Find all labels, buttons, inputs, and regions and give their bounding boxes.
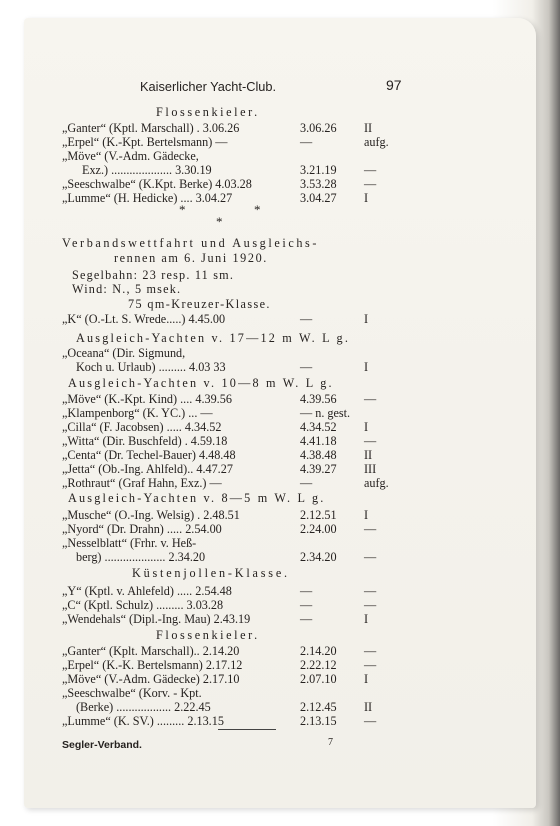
corrected-time: 4.41.18	[300, 434, 337, 448]
wind: Wind: N., 5 msek.	[72, 282, 182, 296]
running-header: Kaiserlicher Yacht-Club.	[140, 79, 277, 94]
result-entry: „Seeschwalbe“ (Korv. - Kpt.	[62, 686, 202, 700]
result-entry: „Nesselblatt“ (Frhr. v. Heß-	[62, 536, 197, 550]
placing: —	[364, 163, 377, 177]
footer-sheet-number: 7	[328, 737, 333, 748]
placing: —	[364, 392, 377, 406]
corrected-time: 2.07.10	[300, 672, 337, 686]
separator-star: *	[254, 202, 261, 217]
placing: —	[364, 584, 377, 598]
result-entry: Koch u. Urlaub) ......... 4.03 33	[76, 360, 226, 374]
result-entry: „Cilla“ (F. Jacobsen) ..... 4.34.52	[62, 420, 222, 434]
placing: —	[364, 550, 377, 564]
corrected-time: —	[300, 135, 313, 149]
placing: III	[364, 462, 377, 476]
placing: I	[364, 360, 369, 374]
separator-star: *	[216, 214, 223, 229]
corrected-time: 3.21.19	[300, 163, 337, 177]
class-title: Küstenjollen-Klasse.	[132, 566, 290, 580]
footer-signature: Segler-Verband.	[62, 739, 142, 751]
placing: —	[364, 714, 377, 728]
result-entry: „C“ (Kptl. Schulz) ......... 3.03.28	[62, 598, 224, 612]
event-date: rennen am 6. Juni 1920.	[114, 251, 268, 265]
placing: I	[364, 612, 369, 626]
placing: —	[364, 177, 377, 191]
placing: —	[364, 522, 377, 536]
class-title: Ausgleich-Yachten v. 8—5 m W. L g.	[68, 491, 326, 505]
result-entry: „Möve“ (K.-Kpt. Kind) .... 4.39.56	[62, 392, 232, 406]
corrected-time: 3.53.28	[300, 177, 337, 191]
result-entry: „Lumme“ (K. SV.) ......... 2.13.15	[62, 714, 224, 728]
placing: —	[364, 658, 377, 672]
corrected-time: 2.12.51	[300, 508, 337, 522]
result-entry: „Oceana“ (Dir. Sigmund,	[62, 346, 186, 360]
corrected-time: —	[300, 612, 313, 626]
corrected-time: —	[300, 360, 313, 374]
corrected-time: —	[300, 312, 313, 326]
placing: I	[364, 312, 369, 326]
page-number: 97	[386, 77, 402, 93]
result-entry: Exz.) .................... 3.30.19	[82, 163, 212, 177]
footer-rule	[218, 729, 276, 730]
corrected-time: 4.38.48	[300, 448, 337, 462]
class-title: Ausgleich-Yachten v. 17—12 m W. L g.	[76, 331, 351, 345]
result-entry: „Centa“ (Dr. Techel-Bauer) 4.48.48	[62, 448, 236, 462]
placing: —	[364, 434, 377, 448]
placing: II	[364, 700, 373, 714]
corrected-time: —	[300, 584, 313, 598]
section-title: Flossenkieler.	[156, 105, 260, 119]
corrected-time: 2.14.20	[300, 644, 337, 658]
placing: I	[364, 508, 369, 522]
corrected-time: 2.22.12	[300, 658, 337, 672]
corrected-time: 2.12.45	[300, 700, 337, 714]
result-entry: berg) .................... 2.34.20	[76, 550, 206, 564]
course: Segelbahn: 23 resp. 11 sm.	[72, 268, 235, 282]
result-entry: „Rothraut“ (Graf Hahn, Exz.) —	[62, 476, 222, 490]
corrected-time: — n. gest.	[300, 406, 351, 420]
corrected-time: —	[300, 476, 313, 490]
placing: I	[364, 191, 369, 205]
corrected-time: 2.13.15	[300, 714, 337, 728]
placing: aufg.	[364, 135, 389, 149]
result-entry: „Wendehals“ (Dipl.-Ing. Mau) 2.43.19	[62, 612, 251, 626]
result-entry: „Y“ (Kptl. v. Ahlefeld) ..... 2.54.48	[62, 584, 232, 598]
result-entry: (Berke) .................. 2.22.45	[76, 700, 211, 714]
corrected-time: 3.04.27	[300, 191, 337, 205]
result-entry: „Möve“ (V.-Adm. Gädecke) 2.17.10	[62, 672, 240, 686]
event-title: Verbandswettfahrt und Ausgleichs-	[62, 236, 320, 250]
result-entry: „K“ (O.-Lt. S. Wrede.....) 4.45.00	[62, 312, 226, 326]
class-title: 75 qm-Kreuzer-Klasse.	[128, 297, 271, 311]
result-entry: „Erpel“ (K.-Kpt. Bertelsmann) —	[62, 135, 228, 149]
placing: —	[364, 598, 377, 612]
placing: —	[364, 644, 377, 658]
class-title: Flossenkieler.	[156, 628, 260, 642]
result-entry: „Ganter“ (Kptl. Marschall) . 3.06.26	[62, 121, 240, 135]
corrected-time: 2.24.00	[300, 522, 337, 536]
placing: aufg.	[364, 476, 389, 490]
placing: I	[364, 420, 369, 434]
result-entry: „Erpel“ (K.-K. Bertelsmann) 2.17.12	[62, 658, 243, 672]
placing: II	[364, 121, 373, 135]
result-entry: „Seeschwalbe“ (K.Kpt. Berke) 4.03.28	[62, 177, 252, 191]
placing: I	[364, 672, 369, 686]
result-entry: „Möve“ (V.-Adm. Gädecke,	[62, 149, 199, 163]
result-entry: „Lumme“ (H. Hedicke) .... 3.04.27	[62, 191, 233, 205]
result-entry: „Jetta“ (Ob.-Ing. Ahlfeld).. 4.47.27	[62, 462, 233, 476]
placing: II	[364, 448, 373, 462]
separator-star: *	[179, 202, 186, 217]
corrected-time: —	[300, 598, 313, 612]
corrected-time: 4.34.52	[300, 420, 337, 434]
corrected-time: 4.39.27	[300, 462, 337, 476]
corrected-time: 3.06.26	[300, 121, 337, 135]
result-entry: „Ganter“ (Kplt. Marschall).. 2.14.20	[62, 644, 240, 658]
class-title: Ausgleich-Yachten v. 10—8 m W. L g.	[68, 376, 334, 390]
result-entry: „Klampenborg“ (K. YC.) ... —	[62, 406, 213, 420]
result-entry: „Witta“ (Dir. Buschfeld) . 4.59.18	[62, 434, 228, 448]
corrected-time: 2.34.20	[300, 550, 337, 564]
corrected-time: 4.39.56	[300, 392, 337, 406]
result-entry: „Musche“ (O.-Ing. Welsig) . 2.48.51	[62, 508, 240, 522]
result-entry: „Nyord“ (Dr. Drahn) ..... 2.54.00	[62, 522, 222, 536]
